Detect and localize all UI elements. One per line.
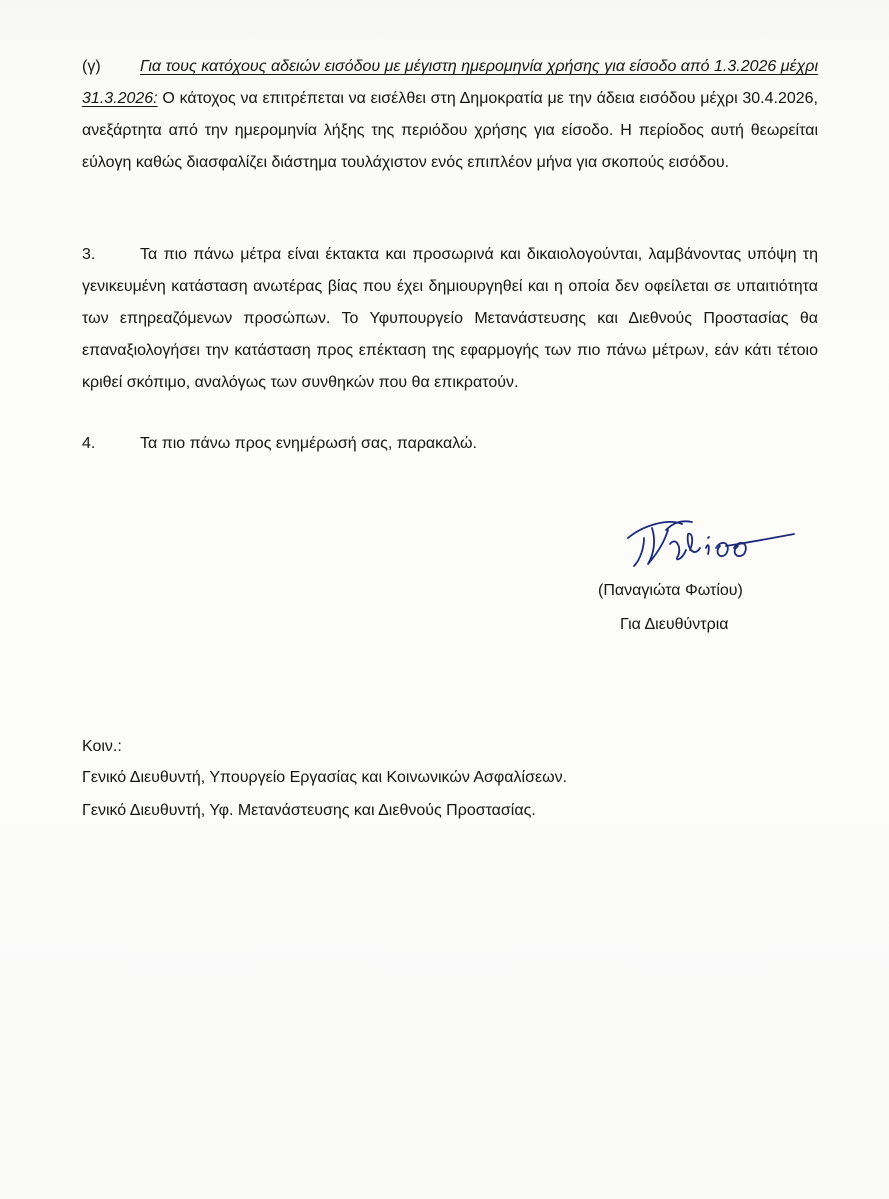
paragraph-4 [82,428,818,460]
paragraph-3-text: Τα πιο πάνω μέτρα είναι έκτακτα και προσωρινά και δικαιολογούνται, λαμβάνοντας υπόψη τη γενικευμένη κατάσταση ανωτέρας βίας που έχει δημιουργηθεί και η οποία δεν οφείλεται σε υπαιτιότητα των επηρεαζόμενων προσώπων. Το Υφυπουργείο Μετανάστευσης και Διεθνούς Προστασίας θα επαναξιολογήσει την κατάσταση προς επέκταση της εφαρμογής των πιο πάνω μέτρων, εάν κάτι τέτοιο κριθεί σκόπιμο, αναλόγως των συνθηκών που θα επικρατούν. [82,246,818,391]
paragraph-4-number: 4. [82,435,96,452]
paragraph-g [82,51,818,179]
paragraph-3 [82,239,818,399]
signatory-name: (Παναγιώτα Φωτίου) [598,582,743,599]
handwritten-signature [622,508,802,578]
paragraph-3-number: 3. [82,246,96,263]
signatory-role: Για Διευθύντρια [620,616,729,633]
paragraph-g-body: Ο κάτοχος να επιτρέπεται να εισέλθει στη Δημοκρατία με την άδεια εισόδου μέχρι 30.4.2026, ανεξάρτητα από την ημερομηνία λήξης της περιόδου χρήσης για είσοδο. Η περίοδος αυτή θεωρείται εύλογη καθώς διασφαλίζει διάστημα τουλάχιστον ενός επιπλέον μήνα για σκοπούς εισόδου. [82,90,818,171]
copies-label: Κοιν.: [82,738,122,755]
paragraph-g-underlined-intro: Για τους κατόχους αδειών εισόδου με μέγιστη ημερομηνία χρήσης για είσοδο από 1.3.2026 μέχρι 31.3.2026: [82,58,818,107]
copy-recipient: Γενικό Διευθυντή, Υφ. Μετανάστευσης και Διεθνούς Προστασίας. [82,802,536,819]
copy-recipient: Γενικό Διευθυντή, Υπουργείο Εργασίας και Κοινωνικών Ασφαλίσεων. [82,769,568,786]
paragraph-4-text: Τα πιο πάνω προς ενημέρωσή σας, παρακαλώ. [140,435,477,452]
paragraph-g-number: (γ) [82,58,101,75]
